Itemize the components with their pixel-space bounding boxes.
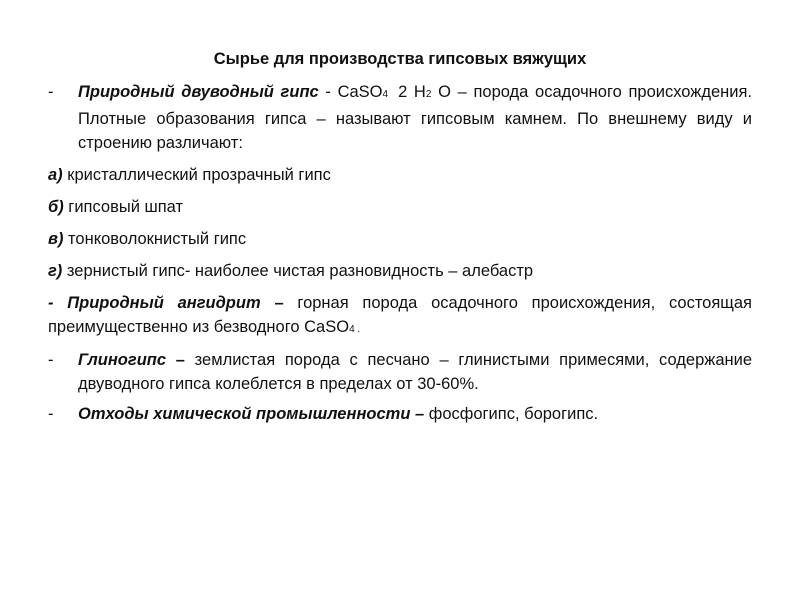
anhydrite-description: горная порода осадочного происхождения, состоящая преимущественно из безводного CaSO	[48, 294, 752, 336]
formula-sub-2: 2	[425, 89, 432, 100]
term-glinogips: Глиногипс	[78, 351, 167, 369]
formula-sub-4: 4	[382, 89, 389, 100]
list-item-waste	[48, 402, 752, 426]
waste-dashb: –	[410, 405, 425, 423]
text-g: зернистый гипс- наиболее чистая разновидность – алебастр	[62, 262, 534, 280]
term-anhydrite: Природный ангидрит	[67, 294, 261, 312]
term-natural-gypsum: Природный двуводный гипс	[78, 83, 319, 101]
text-b: гипсовый шпат	[63, 198, 184, 216]
anhydrite-tail: .	[354, 324, 361, 335]
text-a: кристаллический прозрачный гипс	[62, 166, 331, 184]
list-item-a	[48, 163, 752, 187]
list-item-g	[48, 259, 752, 283]
slide-title: Сырье для производства гипсовых вяжущих	[213, 50, 587, 68]
bullet-dash: -	[48, 351, 54, 369]
bullet-dash: -	[48, 83, 54, 101]
waste-description: фосфогипс, борогипс.	[424, 405, 599, 423]
text-v: тонковолокнистый гипс	[63, 230, 247, 248]
list-item-glinogips	[48, 348, 752, 396]
anhydrite-dashb: –	[260, 294, 284, 312]
natural-gypsum-description: – порода осадочного происхождения. Плотные образования гипса – называют гипсовым камнем. По внешнему виду и строению различают:	[78, 83, 752, 152]
formula-2h: 2 H	[398, 83, 426, 101]
separator: -	[318, 83, 338, 101]
letter-a: а)	[48, 166, 63, 184]
glinogips-dashb: –	[166, 351, 185, 369]
slide-content	[48, 80, 752, 434]
glinogips-description: землистая порода с песчано – глинистыми примесями, содержание двуводного гипса колеблется в пределах от 30-60%.	[78, 351, 752, 393]
term-waste: Отходы химической промышленности	[78, 405, 411, 423]
anhydrite-sub-4: 4	[349, 324, 355, 335]
formula-caso: CaSO	[337, 83, 383, 101]
list-item-natural-gypsum	[48, 80, 752, 155]
formula-o: O	[431, 83, 451, 101]
letter-v: в)	[48, 230, 64, 248]
anhydrite-dash: -	[48, 294, 68, 312]
list-item-v	[48, 227, 752, 251]
bullet-dash: -	[48, 405, 54, 423]
letter-b: б)	[48, 198, 64, 216]
letter-g: г)	[48, 262, 63, 280]
list-item-anhydrite	[48, 291, 752, 342]
list-item-b	[48, 195, 752, 219]
